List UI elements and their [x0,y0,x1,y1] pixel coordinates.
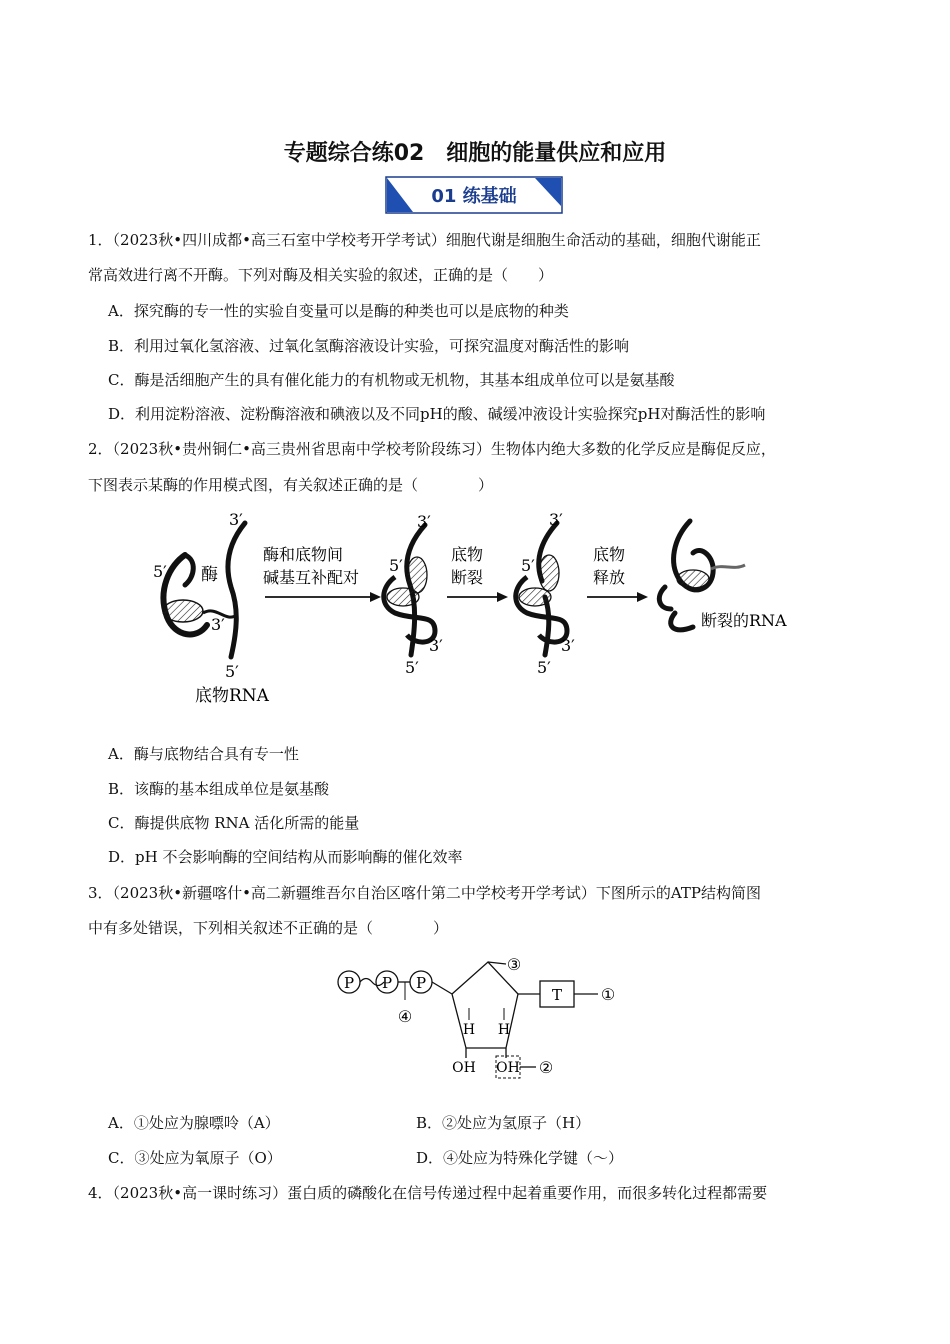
stage-3-5prime-left: 5′ [521,556,535,575]
question-2-option-a: A．酶与底物结合具有专一性 [108,745,299,763]
stage-2-3prime-top: 3′ [417,512,431,531]
question-3-option-b: B．②处应为氢原子（H） [416,1114,591,1132]
document-title: 专题综合练02 细胞的能量供应和应用 [283,141,667,166]
stage-1-substrate-rna [195,510,270,706]
question-2-stem-line-2: 下图表示某酶的作用模式图，有关叙述正确的是（ ） [88,476,494,494]
cleaved-rna-label: 断裂的RNA [701,611,787,630]
phosphate-1: P [343,974,355,992]
question-2-option-c: C．酶提供底物 RNA 活化所需的能量 [108,814,360,832]
question-2-option-b: B．该酶的基本组成单位是氨基酸 [108,780,330,798]
hydrogen-left: H [462,1022,476,1038]
question-2-option-d: D．pH 不会影响酶的空间结构从而影响酶的催化效率 [108,848,463,866]
question-3-option-a: A．①处应为腺嘌呤（A） [108,1114,280,1132]
hydroxyl-right: OH [496,1060,520,1076]
step-2-arrow [447,545,508,602]
enzyme-5prime-label: 5′ [153,562,167,581]
phosphate-3: P [415,974,427,992]
step-1-label-line-1: 酶和底物间 [263,545,344,564]
stage-3-3prime-bottom: 3′ [561,636,575,655]
hydroxyl-left: OH [452,1060,476,1076]
phosphate-2: P [381,974,393,992]
stage-2-3prime-bottom: 3′ [429,636,443,655]
hydrogen-right: H [497,1022,511,1038]
question-2-stem-line-1: 2．（2023秋•贵州铜仁•高三贵州省思南中学校考阶段练习）生物体内绝大多数的化学反应是酶促反应， [88,440,776,458]
marker-1: ① [600,985,616,1004]
stage-2-5prime-left: 5′ [389,556,403,575]
stage-2-5prime-bottom: 5′ [405,658,419,677]
step-2-label-line-1: 底物 [451,545,484,564]
enzyme-3prime-label: 3′ [211,615,225,634]
stage-4-products [659,521,787,630]
step-3-label-line-1: 底物 [593,545,626,564]
enzyme-mechanism-figure [145,505,815,710]
step-3-arrow [587,545,648,602]
stage-1-enzyme [153,555,237,634]
stage-3-3prime-top: 3′ [549,510,563,529]
question-3-option-c: C．③处应为氧原子（O） [108,1149,282,1167]
atp-structure-figure [330,950,650,1085]
section-badge-label: 01 练基础 [431,186,517,207]
step-1-arrow [263,545,381,602]
question-1-option-d: D．利用淀粉溶液、淀粉酶溶液和碘液以及不同pH的酸、碱缓冲液设计实验探究pH对酶活性的影响 [108,405,766,423]
enzyme-label: 酶 [201,565,218,585]
question-1-stem-line-1: 1．（2023秋•四川成都•高三石室中学校考开学考试）细胞代谢是细胞生命活动的基础，细胞代谢能正 [88,231,761,249]
section-badge [385,176,563,214]
step-3-label-line-2: 释放 [593,568,626,587]
step-1-label-line-2: 碱基互补配对 [263,568,360,587]
marker-4: ④ [397,1007,413,1026]
step-2-label-line-2: 断裂 [451,568,484,587]
stage-2-complex [384,512,443,677]
question-3-stem-line-2: 中有多处错误，下列相关叙述不正确的是（ ） [88,919,449,937]
substrate-3prime-label: 3′ [229,510,243,529]
question-1-option-b: B．利用过氧化氢溶液、过氧化氢酶溶液设计实验，可探究温度对酶活性的影响 [108,337,630,355]
question-3-stem-line-1: 3．（2023秋•新疆喀什•高二新疆维吾尔自治区喀什第二中学校考开学考试）下图所示的ATP结构简图 [88,884,762,902]
question-1-option-c: C．酶是活细胞产生的具有催化能力的有机物或无机物，其基本组成单位可以是氨基酸 [108,371,675,389]
base-t: T [551,986,563,1004]
substrate-rna-label: 底物RNA [195,686,269,706]
question-1-stem-line-2: 常高效进行离不开酶。下列对酶及相关实验的叙述，正确的是（ ） [88,266,554,284]
marker-2: ② [538,1058,554,1077]
marker-3: ③ [506,955,522,974]
question-4-stem-line-1: 4．（2023秋•高一课时练习）蛋白质的磷酸化在信号传递过程中起着重要作用，而很多转化过程都需要 [88,1184,768,1202]
stage-3-cleaved-complex [516,510,575,677]
substrate-5prime-label: 5′ [225,662,239,681]
question-3-option-d: D．④处应为特殊化学键（～） [416,1149,624,1167]
stage-3-5prime-bottom: 5′ [537,658,551,677]
question-1-option-a: A．探究酶的专一性的实验自变量可以是酶的种类也可以是底物的种类 [108,302,569,320]
